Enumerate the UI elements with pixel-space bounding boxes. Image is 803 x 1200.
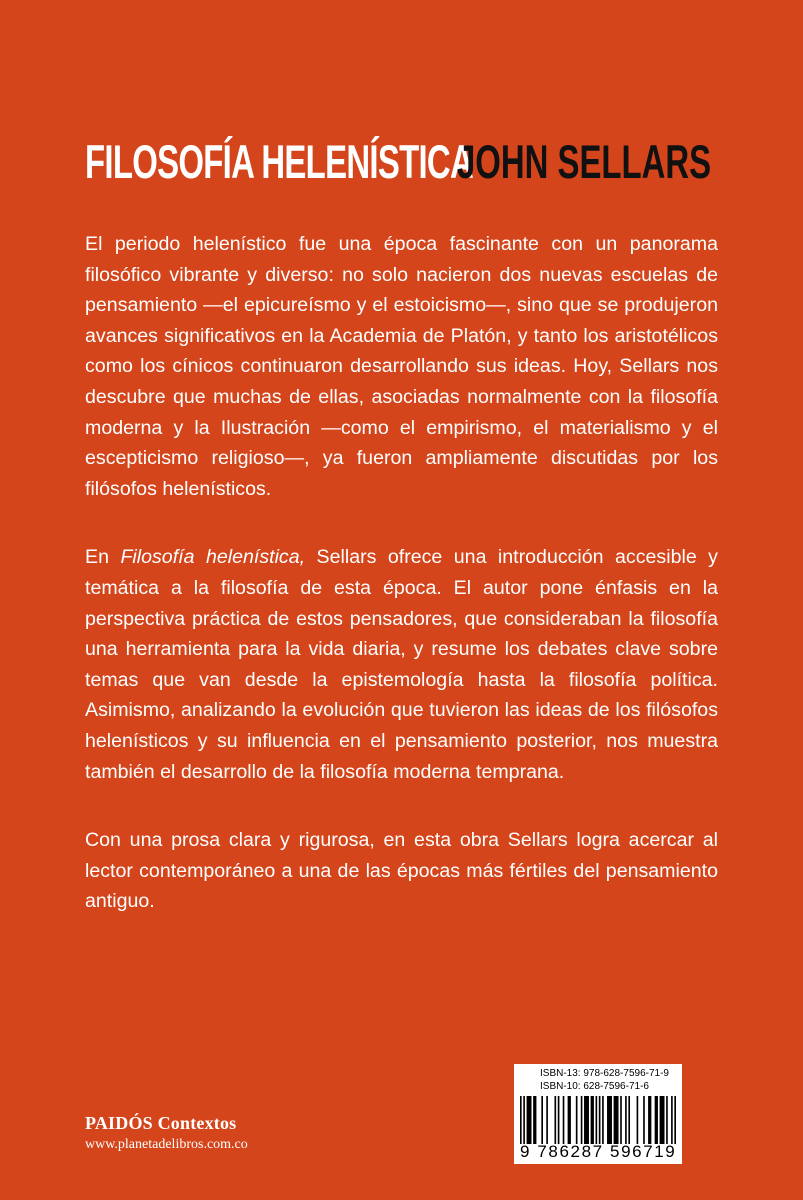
barcode-bar bbox=[607, 1096, 612, 1144]
barcode-bar bbox=[625, 1096, 627, 1144]
isbn-barcode-label bbox=[514, 1064, 682, 1164]
isbn-13: ISBN-13: 978-628-7596-71-9 bbox=[540, 1068, 669, 1079]
synopsis-p2-start: En bbox=[85, 546, 121, 569]
synopsis-paragraph-3: Con una prosa clara y rigurosa, en esta obra Sellars logra acercar al lector contemporáneo a una de las épocas más fértiles del pensamiento antiguo. bbox=[85, 829, 718, 913]
isbn-10: ISBN-10: 628-7596-71-6 bbox=[540, 1081, 649, 1092]
barcode-bar bbox=[554, 1096, 556, 1144]
publisher-imprint bbox=[85, 1112, 248, 1134]
synopsis-p2-title: Filosofía helenística, bbox=[120, 546, 306, 569]
barcode-bar bbox=[648, 1096, 651, 1144]
barcode-bar bbox=[520, 1096, 522, 1144]
publisher-block bbox=[85, 1112, 248, 1154]
barcode-digits: 9 786287 596719 bbox=[520, 1142, 677, 1161]
barcode-bar bbox=[558, 1096, 560, 1144]
synopsis-p2-rest: Sellars ofrece una introducción accesible y temática a la filosofía de esta época. El autor pone énfasis en la perspectiva práctica de estos pensadores, que consideraban la filosofía una herramienta para la vida diaria, y resume los debates clave sobre temas que van desde la epistemología hasta la filosofía política. Asimismo, analizando la evolución que tuvieron las ideas de los filósofos helenísticos y su influencia en el pensamiento posterior, nos muestra también el desarrollo de la filosofía moderna temprana. bbox=[85, 546, 718, 783]
barcode-bar bbox=[674, 1096, 676, 1144]
barcode-bar bbox=[643, 1096, 645, 1144]
publisher-brand: PAIDÓS bbox=[85, 1113, 153, 1133]
barcode-bar bbox=[602, 1096, 604, 1144]
barcode-bar bbox=[620, 1096, 622, 1144]
barcode-bar bbox=[628, 1096, 630, 1144]
barcode-bar bbox=[546, 1096, 548, 1144]
book-title: FILOSOFÍA HELENÍSTICA bbox=[85, 135, 474, 188]
barcode-bar bbox=[614, 1096, 619, 1144]
barcode-bar bbox=[671, 1096, 673, 1144]
barcode-bar bbox=[568, 1096, 571, 1144]
barcode-bar bbox=[533, 1096, 536, 1144]
barcode-bar bbox=[523, 1096, 525, 1144]
barcode-bar bbox=[563, 1096, 565, 1144]
barcode-bar bbox=[655, 1096, 658, 1144]
barcode-bar bbox=[596, 1096, 598, 1144]
book-author: JOHN SELLARS bbox=[457, 135, 712, 188]
synopsis-paragraph-2 bbox=[85, 542, 718, 787]
publisher-series: Contextos bbox=[157, 1113, 237, 1133]
synopsis bbox=[85, 229, 718, 917]
barcode-bar bbox=[527, 1096, 532, 1144]
synopsis-paragraph-1: El periodo helenístico fue una época fascinante con un panorama filosófico vibrante y diverso: no solo nacieron dos nuevas escuelas de pensamiento —el epicureísmo y el estoicismo—, sino que se produjeron avances significativos en la Academia de Platón, y tanto los aristotélicos como los cínicos continuaron desarrollando sus ideas. Hoy, Sellars nos descubre que muchas de ellas, asociadas normalmente con la filosofía moderna y la Ilustración —como el empirismo, el materialismo y el escepticismo religioso—, ya fueron ampliamente discutidas por los filósofos helenísticos. bbox=[85, 233, 718, 500]
title-row bbox=[85, 136, 725, 192]
barcode-bar bbox=[576, 1096, 578, 1144]
barcode-bar bbox=[599, 1096, 601, 1144]
barcode-bar bbox=[581, 1096, 583, 1144]
barcode-image bbox=[520, 1096, 676, 1144]
publisher-website: www.planetadelibros.com.co bbox=[85, 1137, 248, 1152]
barcode-bar bbox=[541, 1096, 543, 1144]
barcode-bar bbox=[666, 1096, 668, 1144]
barcode-bar bbox=[591, 1096, 594, 1144]
barcode-bar bbox=[660, 1096, 665, 1144]
barcode-bar bbox=[584, 1096, 589, 1144]
barcode-bar bbox=[637, 1096, 639, 1144]
